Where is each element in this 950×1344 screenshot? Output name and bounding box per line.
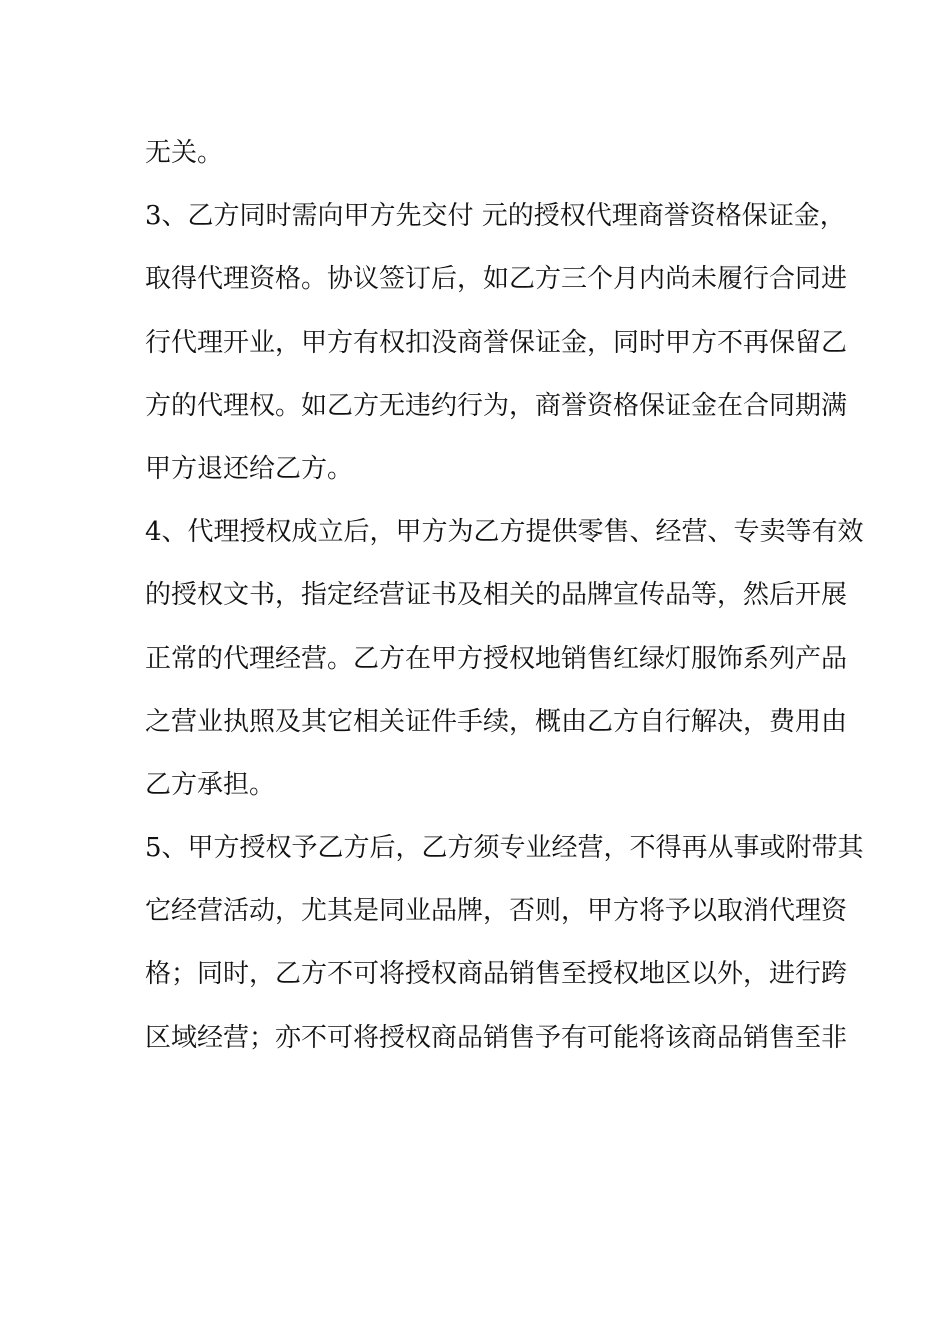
- text-line-4: 行代理开业，甲方有权扣没商誉保证金，同时甲方不再保留乙: [145, 327, 848, 358]
- text-line-9: 正常的代理经营。乙方在甲方授权地销售红绿灯服饰系列产品: [145, 643, 848, 674]
- text-line-14: 格；同时，乙方不可将授权商品销售至授权地区以外，进行跨: [145, 959, 848, 990]
- text-line-7: 4、代理授权成立后，甲方为乙方提供零售、经营、专卖等有效: [145, 517, 864, 548]
- text-line-10: 之营业执照及其它相关证件手续，概由乙方自行解决，费用由: [145, 706, 848, 737]
- document-body: [145, 131, 864, 1079]
- text-line-15: 区域经营；亦不可将授权商品销售予有可能将该商品销售至非: [145, 1022, 848, 1053]
- text-line-6: 甲方退还给乙方。: [145, 453, 354, 484]
- text-line-2: 3、乙方同时需向甲方先交付 元的授权代理商誉资格保证金，: [145, 201, 846, 232]
- text-line-5: 方的代理权。如乙方无违约行为，商誉资格保证金在合同期满: [145, 390, 848, 421]
- text-line-12: 5、甲方授权予乙方后，乙方须专业经营，不得再从事或附带其: [145, 833, 864, 864]
- text-line-11: 乙方承担。: [145, 769, 276, 800]
- text-line-1: 无关。: [145, 138, 224, 168]
- text-line-8: 的授权文书，指定经营证书及相关的品牌宣传品等，然后开展: [145, 580, 848, 611]
- text-line-3: 取得代理资格。协议签订后，如乙方三个月内尚未履行合同进: [145, 264, 848, 295]
- text-line-13: 它经营活动，尤其是同业品牌，否则，甲方将予以取消代理资: [145, 896, 848, 927]
